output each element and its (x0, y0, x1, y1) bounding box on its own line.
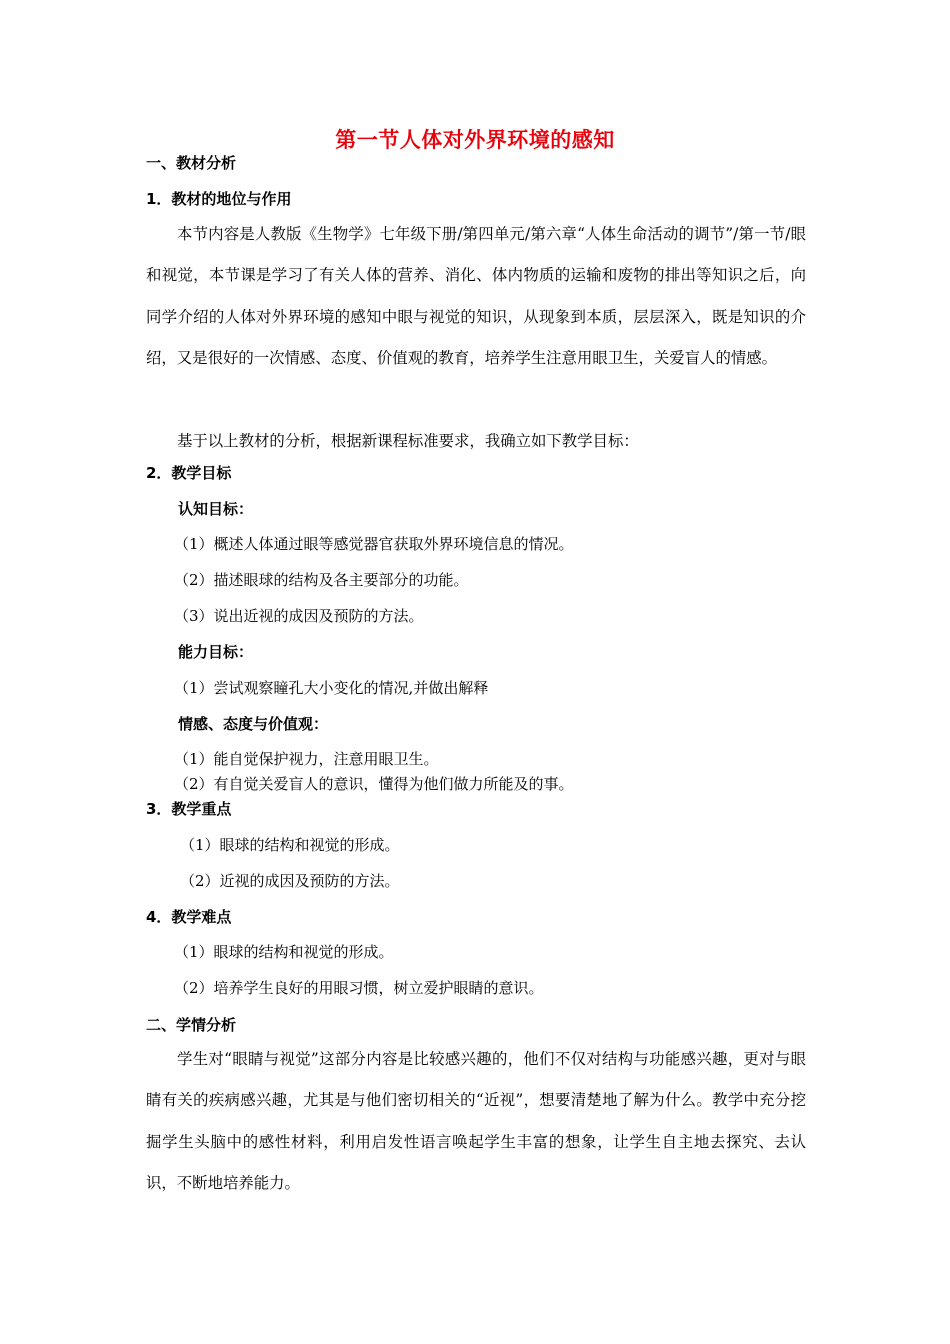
ability-goals-label: 能力目标： (178, 643, 254, 661)
list-item: （1）眼球的结构和视觉的形成。 (174, 943, 394, 961)
list-item: （1）尝试观察瞳孔大小变化的情况,并做出解释 (174, 679, 489, 697)
subsection-heading-1-3: 3．教学重点 (146, 800, 232, 818)
list-item: （2）有自觉关爱盲人的意识，懂得为他们做力所能及的事。 (174, 775, 574, 793)
list-item: （1）概述人体通过眼等感觉器官获取外界环境信息的情况。 (174, 535, 574, 553)
list-item: （2）近视的成因及预防的方法。 (180, 872, 400, 890)
subsection-heading-1-2: 2．教学目标 (146, 464, 232, 482)
list-item: （1）能自觉保护视力，注意用眼卫生。 (174, 750, 439, 768)
subsection-heading-1-1: 1．教材的地位与作用 (146, 190, 292, 208)
subsection-heading-1-4: 4．教学难点 (146, 908, 232, 926)
paragraph-objectives-intro: 基于以上教材的分析，根据新课程标准要求，我确立如下教学目标： (177, 432, 639, 450)
page-title: 第一节人体对外界环境的感知 (335, 128, 615, 152)
section-heading-1: 一、教材分析 (146, 154, 237, 172)
emotion-goals-label: 情感、态度与价值观： (178, 715, 329, 733)
paragraph-student-analysis: 学生对“眼睛与视觉”这部分内容是比较感兴趣的，他们不仅对结构与功能感兴趣，更对与眼睛有关的疾病感兴趣，尤其是与他们密切相关的“近视”，想要清楚地了解为什么。教学中充分挖掘学生头脑中的感性材料，利用启发性语言唤起学生丰富的想象，让学生自主地去探究、去认识，不断地培养能力。 (146, 1050, 806, 1192)
paragraph-material-role: 本节内容是人教版《生物学》七年级下册/第四单元/第六章“人体生命活动的调节”/第一节/眼和视觉，本节课是学习了有关人体的营养、消化、体内物质的运输和废物的排出等知识之后，向同学介绍的人体对外界环境的感知中眼与视觉的知识，从现象到本质，层层深入，既是知识的介绍，又是很好的一次情感、态度、价值观的教育，培养学生注意用眼卫生，关爱盲人的情感。 (146, 225, 806, 367)
list-item: （3）说出近视的成因及预防的方法。 (174, 607, 424, 625)
cognitive-goals-label: 认知目标： (178, 500, 254, 518)
section-heading-2: 二、学情分析 (146, 1016, 237, 1034)
list-item: （1）眼球的结构和视觉的形成。 (180, 836, 400, 854)
list-item: （2）描述眼球的结构及各主要部分的功能。 (174, 571, 469, 589)
list-item: （2）培养学生良好的用眼习惯，树立爱护眼睛的意识。 (174, 979, 544, 997)
